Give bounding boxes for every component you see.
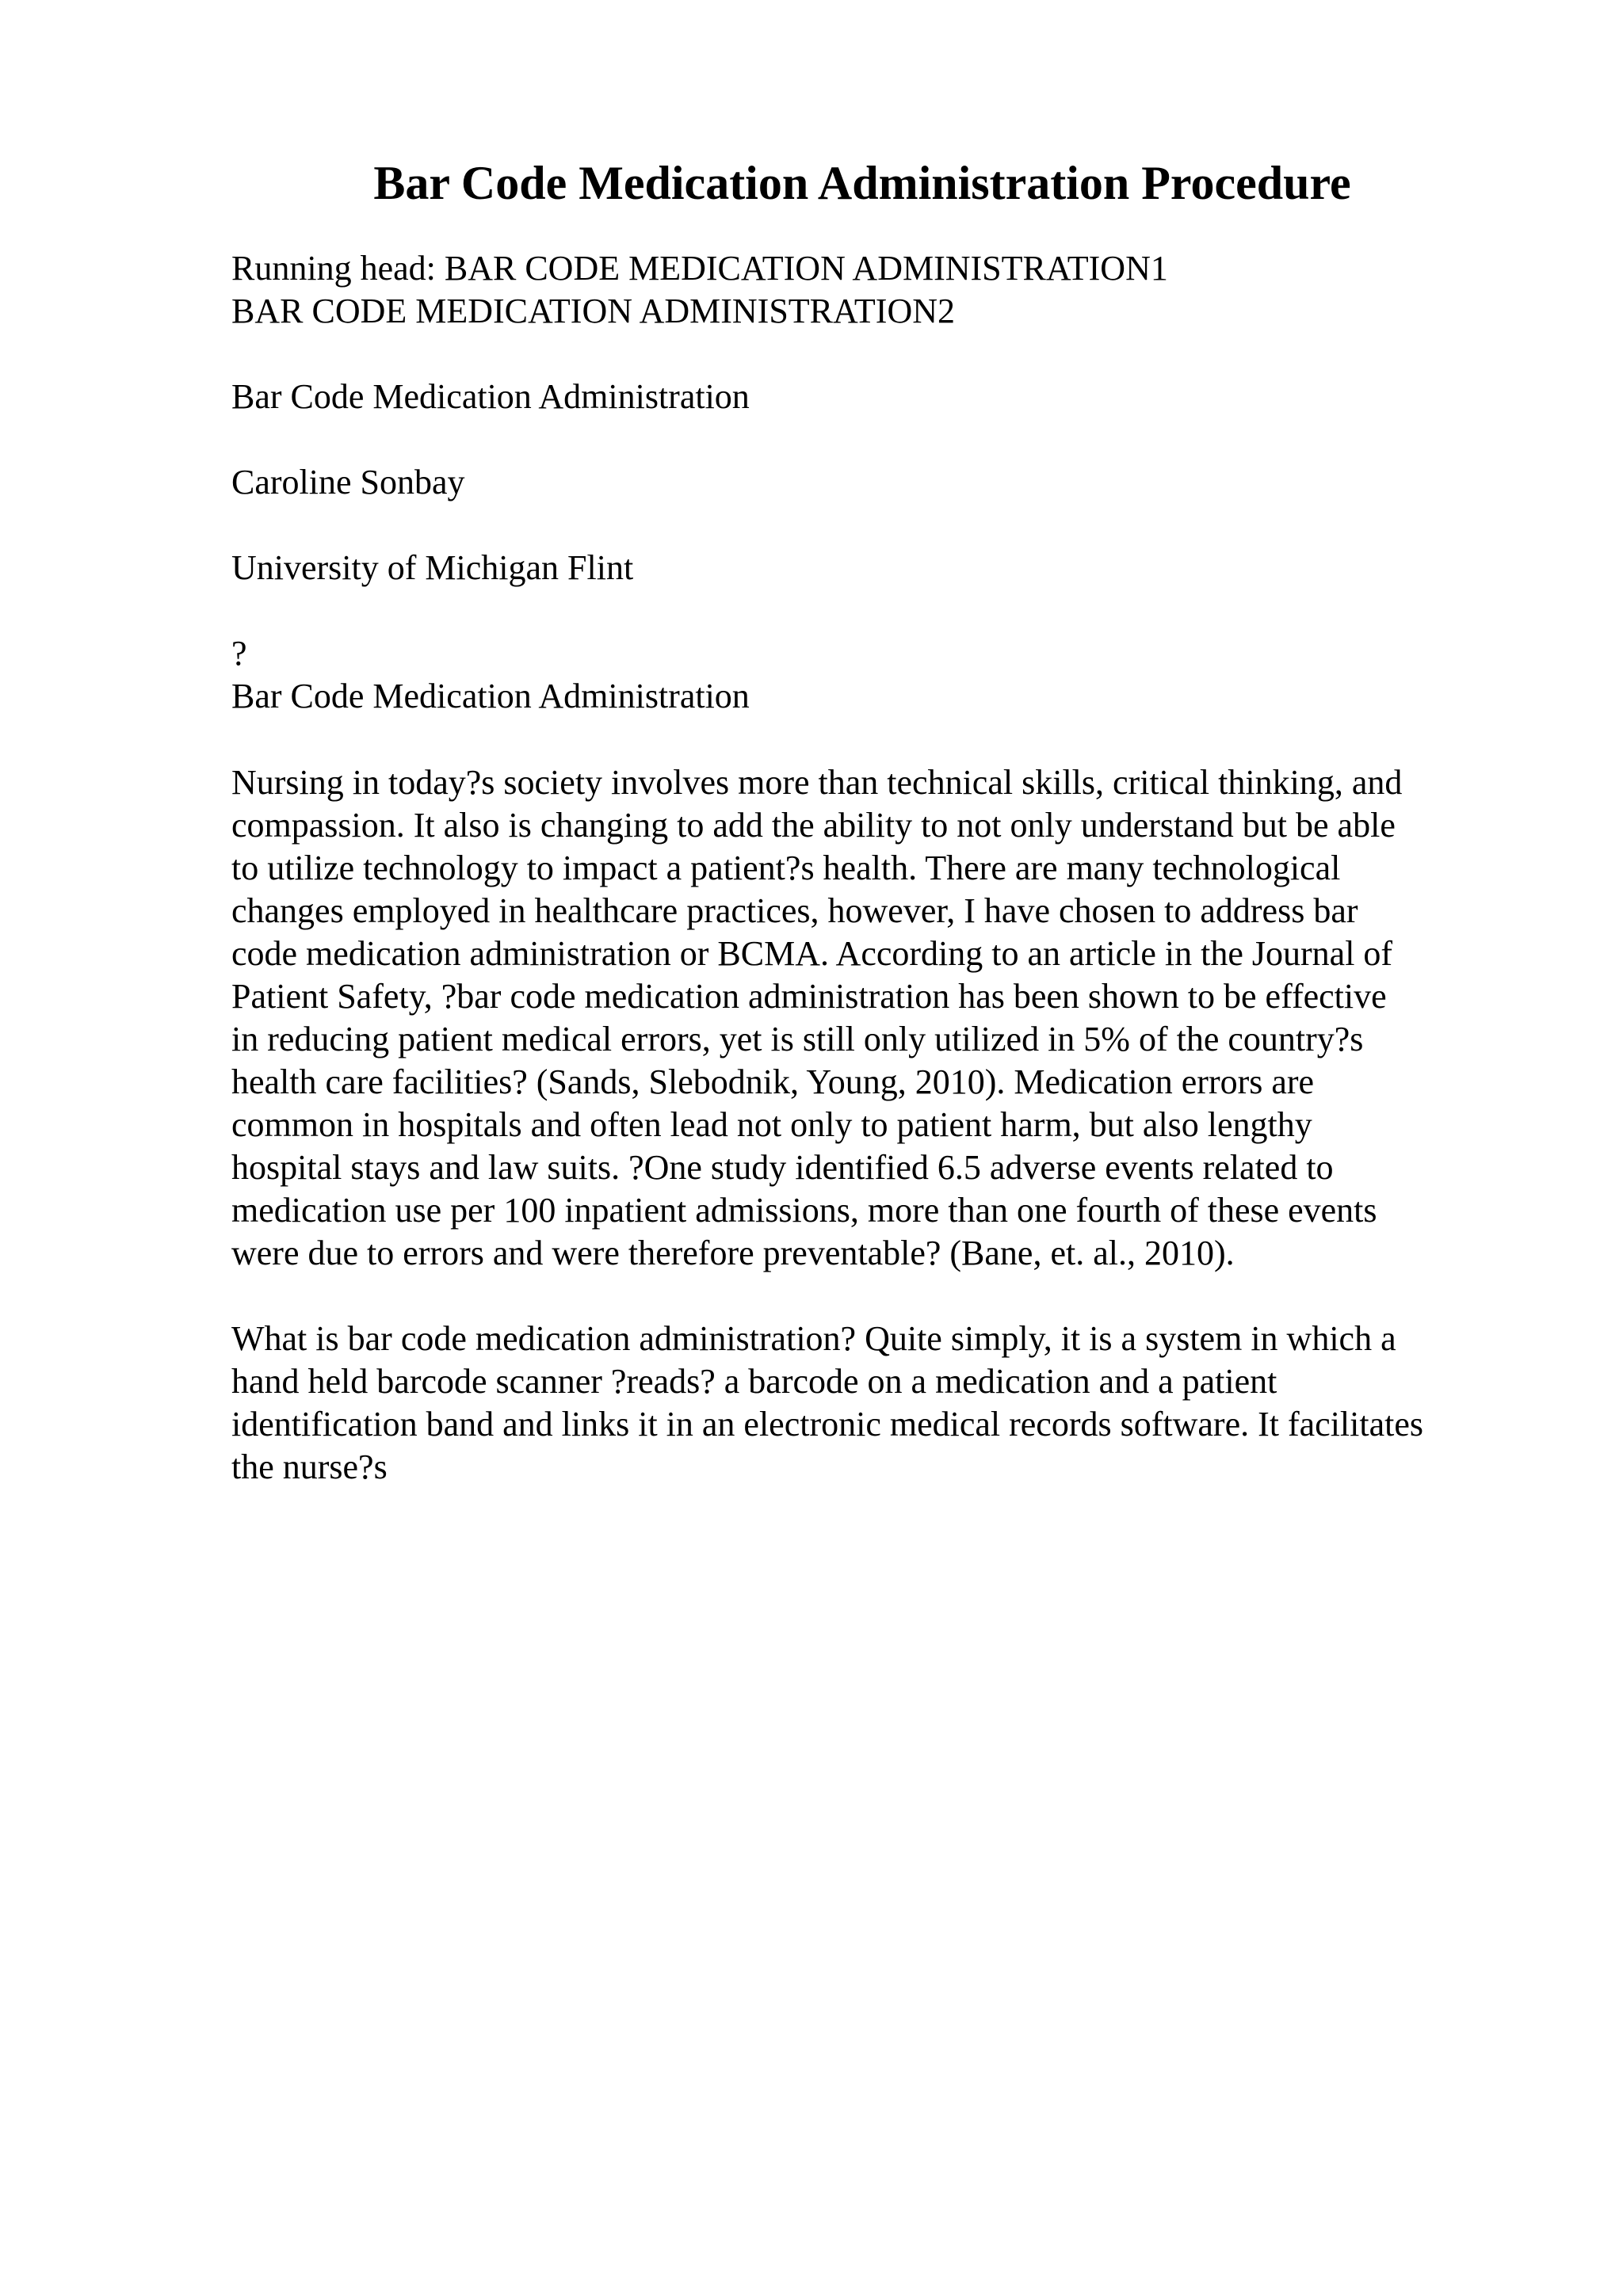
document-title: Bar Code Medication Administration Procedure: [373, 157, 1351, 209]
paragraph-line: hand held barcode scanner ?reads? a barcode on a medication and a patient: [231, 1362, 1277, 1401]
paragraph-line: the nurse?s: [231, 1447, 388, 1486]
section-heading: Bar Code Medication Administration: [231, 677, 750, 715]
paragraph-line: Patient Safety, ?bar code medication administration has been shown to be effective: [231, 977, 1387, 1016]
paragraph-line: Nursing in today?s society involves more than technical skills, critical thinking, and: [231, 763, 1403, 802]
page-header-2: BAR CODE MEDICATION ADMINISTRATION2: [231, 292, 955, 330]
running-head: Running head: BAR CODE MEDICATION ADMINISTRATION1: [231, 249, 1168, 288]
unknown-character-marker: ?: [231, 634, 247, 673]
paragraph-line: hospital stays and law suits. ?One study identified 6.5 adverse events related to: [231, 1148, 1334, 1187]
paragraph-line: in reducing patient medical errors, yet is still only utilized in 5% of the country?s: [231, 1020, 1364, 1058]
paragraph-line: identification band and links it in an electronic medical records software. It facilitates: [231, 1405, 1423, 1444]
paragraph-line: health care facilities? (Sands, Slebodnik, Young, 2010). Medication errors are: [231, 1062, 1315, 1101]
paragraph-line: were due to errors and were therefore preventable? (Bane, et. al., 2010).: [231, 1234, 1235, 1272]
paper-title: Bar Code Medication Administration: [231, 377, 750, 416]
paragraph-line: to utilize technology to impact a patient?s health. There are many technological: [231, 849, 1341, 887]
section-heading-block: [231, 632, 1579, 718]
institution-name: University of Michigan Flint: [231, 548, 634, 587]
paragraph-line: common in hospitals and often lead not only to patient harm, but also lengthy: [231, 1105, 1312, 1144]
paragraph-line: compassion. It also is changing to add the ability to not only understand but be able: [231, 806, 1396, 845]
paragraph-1: [231, 761, 1579, 1275]
paragraph-line: code medication administration or BCMA. According to an article in the Journal of: [231, 934, 1393, 973]
paragraph-line: medication use per 100 inpatient admissions, more than one fourth of these events: [231, 1191, 1377, 1230]
paragraph-line: What is bar code medication administration? Quite simply, it is a system in which a: [231, 1319, 1396, 1358]
running-head-block: [231, 247, 1579, 333]
author-name: Caroline Sonbay: [231, 463, 465, 502]
paragraph-line: changes employed in healthcare practices, however, I have chosen to address bar: [231, 891, 1358, 930]
paragraph-2: [231, 1318, 1579, 1489]
